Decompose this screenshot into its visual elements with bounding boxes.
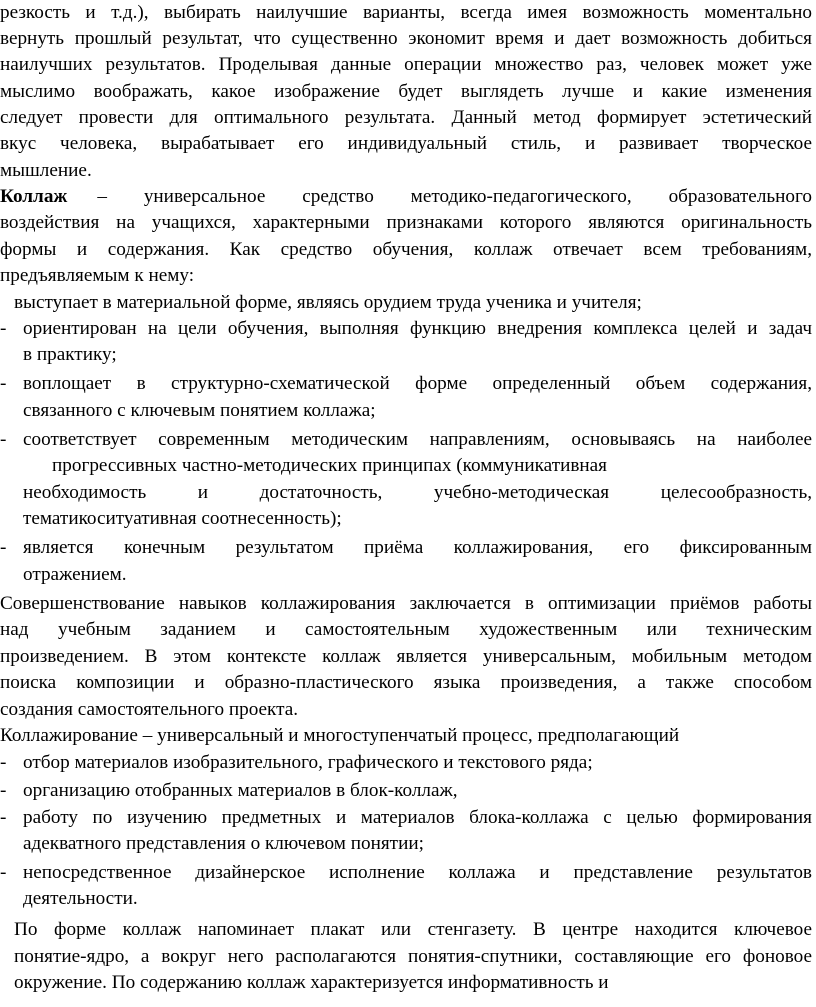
- dash-marker: -: [0, 537, 7, 558]
- text-line: над учебным заданием и самостоятельным художественным или техническим: [0, 619, 812, 640]
- list-item: [0, 860, 812, 886]
- list-item-text: соответствует современным методическим направлениям, основываясь на наиболее: [23, 429, 812, 450]
- list-item-text: работу по изучению предметных и материалов блока-коллажа с целью формирования: [23, 807, 812, 828]
- list-item-cont: отражением.: [23, 564, 127, 585]
- text-line: произведением. В этом контексте коллаж является универсальным, мобильным методом: [0, 646, 812, 667]
- term-collage: Коллаж: [0, 186, 68, 207]
- text-line: формы и содержания. Как средство обучения, коллаж отвечает всем требованиям,: [0, 239, 812, 260]
- list-item: [0, 750, 812, 776]
- text-line: понятие-ядро, а вокруг него располагаются понятия-спутники, составляющие его фоновое: [14, 946, 812, 967]
- list-item-text: ориентирован на цели обучения, выполняя функцию внедрения комплекса целей и задач: [23, 318, 812, 339]
- text-line: поиска композиции и образно-пластического языка произведения, а также способом: [0, 672, 812, 693]
- dash-marker: -: [0, 429, 7, 450]
- text-line: предъявляемым к нему:: [0, 265, 195, 286]
- list-item-cont: прогрессивных частно-методических принципах (коммуникативная: [52, 455, 608, 476]
- list-item: [0, 778, 812, 804]
- text-line: наилучших результатов. Проделывая данные операции множество раз, человек может уже: [0, 54, 812, 75]
- list-item: [0, 805, 812, 831]
- list-item-text: является конечным результатом приёма коллажирования, его фиксированным: [23, 537, 812, 558]
- list-item: выступает в материальной форме, являясь орудием труда ученика и учителя;: [14, 292, 642, 313]
- dash-marker: -: [0, 373, 7, 394]
- list-item-cont: адекватного представления о ключевом понятии;: [23, 833, 424, 854]
- list-item-text: организацию отобранных материалов в блок-коллаж,: [23, 780, 458, 801]
- dash-marker: -: [0, 807, 7, 828]
- text-line: По форме коллаж напоминает плакат или стенгазету. В центре находится ключевое: [14, 919, 812, 940]
- list-item: [0, 371, 812, 397]
- list-item-cont: деятельности.: [23, 888, 138, 909]
- text-line: создания самостоятельного проекта.: [0, 699, 299, 720]
- text-line: следует провести для оптимального результата. Данный метод формирует эстетический: [0, 107, 812, 128]
- dash-marker: -: [0, 780, 7, 801]
- list-item-cont: тематикоситуативная соотнесенность);: [23, 508, 342, 529]
- text-line: мыслимо воображать, какое изображение будет выглядеть лучше и какие изменения: [0, 81, 812, 102]
- dash-marker: -: [0, 862, 7, 883]
- text-line: мышление.: [0, 160, 92, 181]
- dash-marker: -: [0, 318, 7, 339]
- text-line: Коллажирование – универсальный и многоступенчатый процесс, предполагающий: [0, 725, 680, 746]
- list-item: [0, 427, 812, 453]
- text-line: Совершенствование навыков коллажирования заключается в оптимизации приёмов работы: [0, 593, 812, 614]
- text-line: – универсальное средство методико-педагогического, образовательного: [97, 186, 812, 207]
- list-item-text: воплощает в структурно-схематической форме определенный объем содержания,: [23, 373, 812, 394]
- text-line: резкость и т.д.), выбирать наилучшие варианты, всегда имея возможность моментально: [0, 2, 812, 23]
- list-item-cont: связанного с ключевым понятием коллажа;: [23, 400, 376, 421]
- text-line: окружение. По содержанию коллаж характеризуется информативность и: [14, 972, 609, 993]
- list-item-cont: в практику;: [23, 344, 117, 365]
- text-line: вкус человека, вырабатывает его индивидуальный стиль, и развивает творческое: [0, 133, 812, 154]
- list-item-text: непосредственное дизайнерское исполнение коллажа и представление результатов: [23, 862, 812, 883]
- dash-marker: -: [0, 752, 7, 773]
- list-item-text: отбор материалов изобразительного, графического и текстового ряда;: [23, 752, 593, 773]
- list-item-cont: необходимость и достаточность, учебно-методическая целесообразность,: [23, 482, 812, 503]
- collage-definition-line: [0, 184, 812, 210]
- list-item: [0, 535, 812, 561]
- text-line: вернуть прошлый результат, что существенно экономит время и дает возможность добиться: [0, 28, 812, 49]
- list-item: [0, 316, 812, 342]
- text-line: воздействия на учащихся, характерными признаками которого являются оригинальность: [0, 212, 812, 233]
